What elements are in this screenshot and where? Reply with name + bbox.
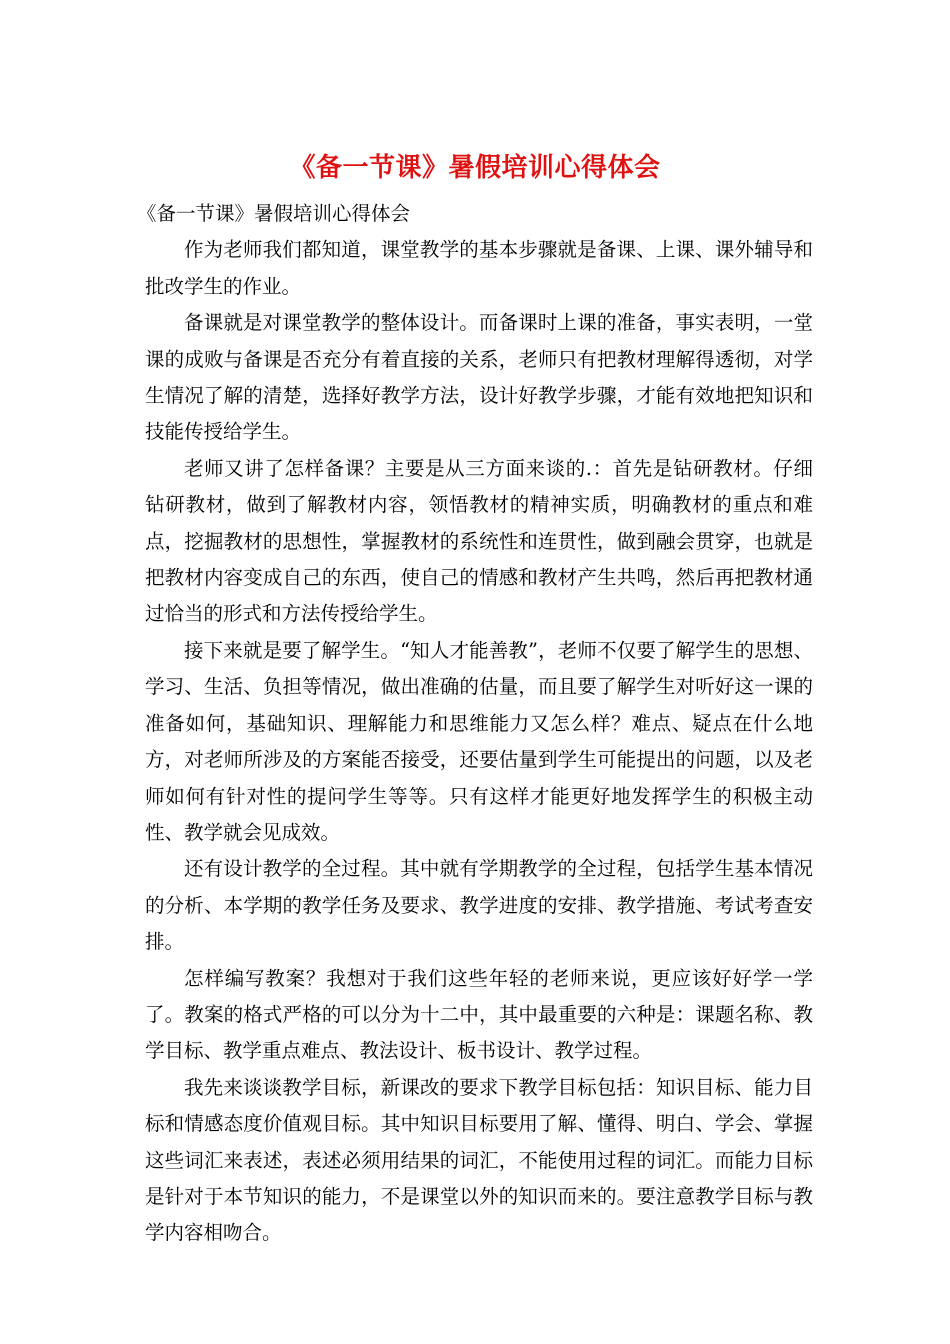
document-title: 《备一节课》暑假培训心得体会 — [289, 153, 661, 183]
paragraph: 怎样编写教案？我想对于我们这些年轻的老师来说，更应该好好学一学了。教案的格式严格的可以分为十二中，其中最重要的六种是：课题名称、教学目标、教学重点难点、教法设计、板书设计、教学过程。 — [145, 966, 813, 1063]
paragraph: 老师又讲了怎样备课？主要是从三方面来谈的.：首先是钻研教材。仔细钻研教材，做到了解教材内容，领悟教材的精神实质，明确教材的重点和难点，挖掘教材的思想性，掌握教材的系统性和连贯性，做到融会贯穿，也就是把教材内容变成自己的东西，使自己的情感和教材产生共鸣，然后再把教材通过恰当的形式和方法传授给学生。 — [145, 456, 813, 626]
paragraph: 备课就是对课堂教学的整体设计。而备课时上课的准备，事实表明，一堂课的成败与备课是否充分有着直接的关系，老师只有把教材理解得透彻，对学生情况了解的清楚，选择好教学方法，设计好教学步骤，才能有效地把知识和技能传授给学生。 — [145, 311, 813, 444]
paragraph: 我先来谈谈教学目标，新课改的要求下教学目标包括：知识目标、能力目标和情感态度价值观目标。其中知识目标要用了解、懂得、明白、学会、掌握这些词汇来表述，表述必须用结果的词汇，不能使用过程的词汇。而能力目标是针对于本节知识的能力，不是课堂以外的知识而来的。要注意教学目标与教学内容相吻合。 — [145, 1075, 813, 1245]
document-subtitle: 《备一节课》暑假培训心得体会 — [137, 202, 411, 225]
document-body — [137, 196, 813, 1252]
paragraph: 还有设计教学的全过程。其中就有学期教学的全过程，包括学生基本情况的分析、本学期的教学任务及要求、教学进度的安排、教学措施、考试考查安排。 — [145, 857, 813, 954]
paragraph: 作为老师我们都知道，课堂教学的基本步骤就是备课、上课、课外辅导和批改学生的作业。 — [145, 238, 813, 298]
paragraph: 接下来就是要了解学生。“知人才能善教”，老师不仅要了解学生的思想、学习、生活、负担等情况，做出准确的估量，而且要了解学生对听好这一课的准备如何，基础知识、理解能力和思维能力又怎么样？难点、疑点在什么地方，对老师所涉及的方案能否接受，还要估量到学生可能提出的问题，以及老师如何有针对性的提问学生等等。只有这样才能更好地发挥学生的积极主动性、教学就会见成效。 — [145, 638, 813, 844]
